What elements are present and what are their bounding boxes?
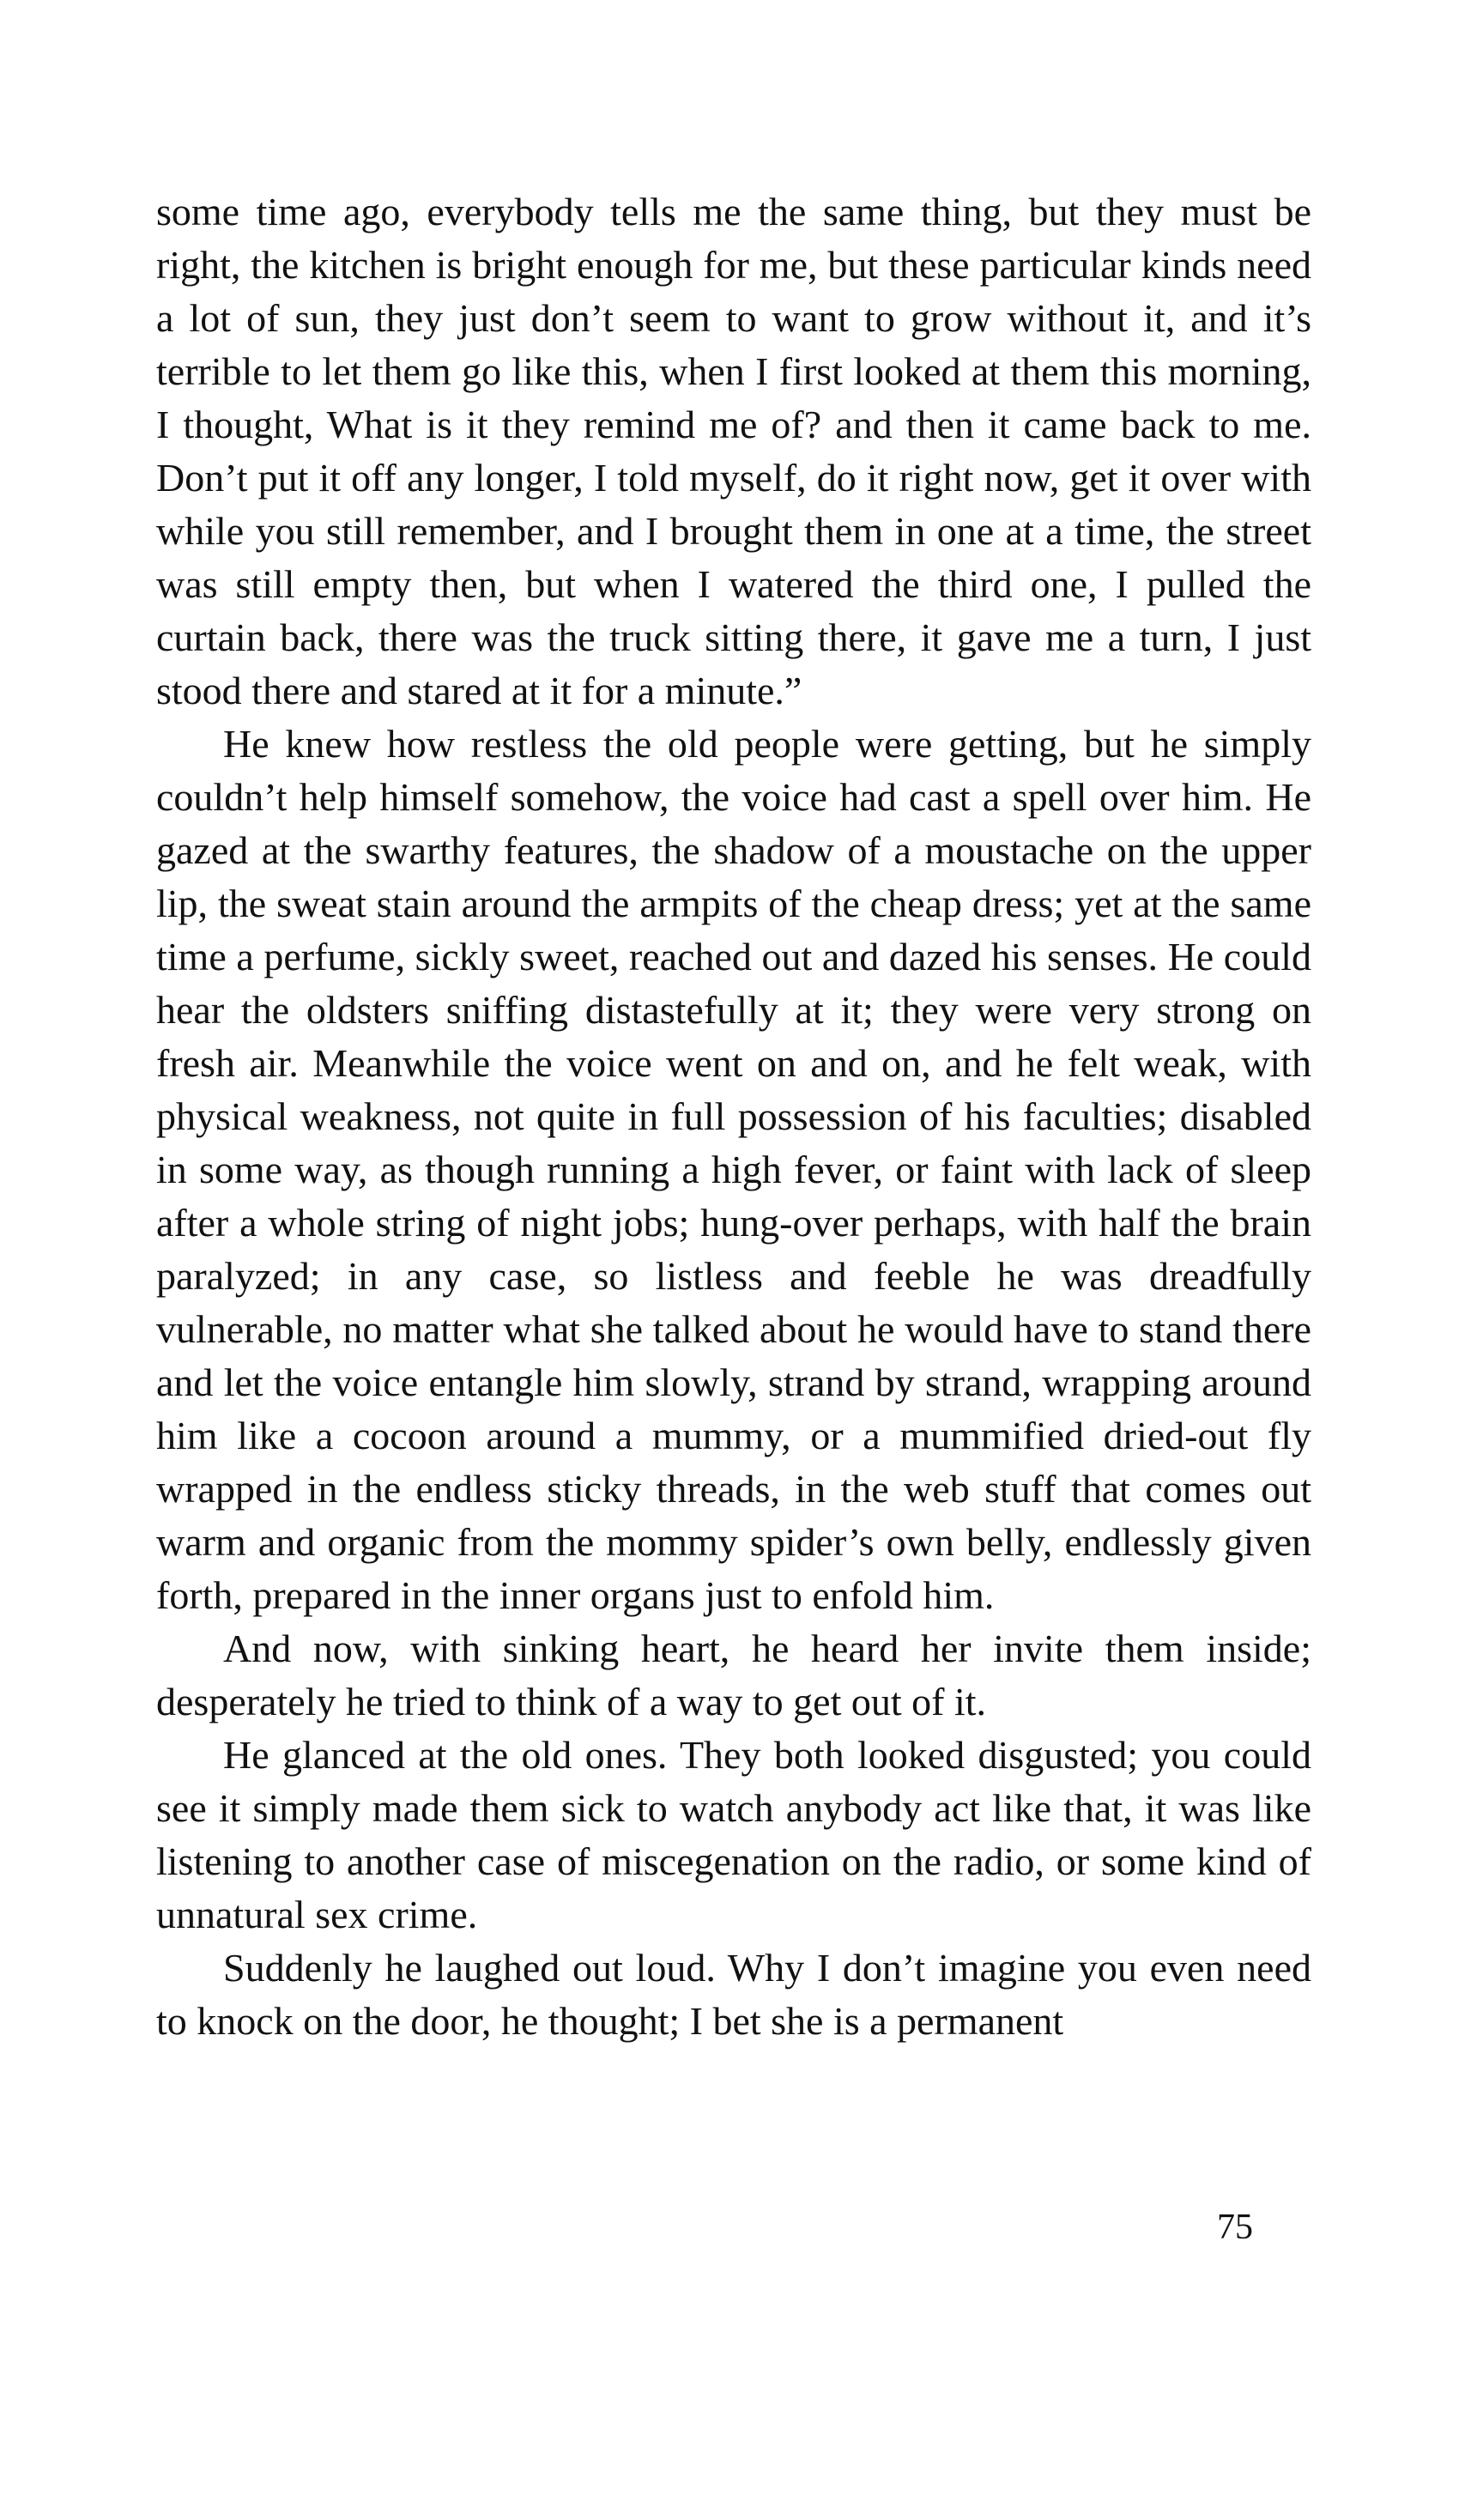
page-number: 75 [1217,2208,1253,2247]
paragraph-5: Suddenly he laughed out loud. Why I don’t imagine you even need to knock on the door, he thought; I bet she is a permanent [156,1946,1311,2043]
paragraph-2: He knew how restless the old people were getting, but he simply couldn’t help himself somehow, the voice had cast a spell over him. He gazed at the swarthy features, the shadow of a moustache on the upper lip, the sweat stain around the armpits of the cheap dress; yet at the same time a perfume, sickly sweet, reached out and dazed his senses. He could hear the oldsters sniffing distastefully at it; they were very strong on fresh air. Meanwhile the voice went on and on, and he felt weak, with physical weakness, not quite in full possession of his faculties; disabled in some way, as though running a high fever, or faint with lack of sleep after a whole string of night jobs; hung-over perhaps, with half the brain paralyzed; in any case, so listless and feeble he was dreadfully vulnerable, no matter what she talked about he would have to stand there and let the voice entangle him slowly, strand by strand, wrapping around him like a cocoon around a mummy, or a mummified dried-out fly wrapped in the endless sticky threads, in the web stuff that comes out warm and organic from the mommy spider’s own belly, endlessly given forth, prepared in the inner organs just to enfold him. [156,722,1311,1617]
paragraph-3: And now, with sinking heart, he heard her invite them inside; desperately he tried to think of a way to get out of it. [156,1626,1311,1723]
paragraph-4: He glanced at the old ones. They both looked disgusted; you could see it simply made them sick to watch anybody act like that, it was like listening to another case of miscegenation on the radio, or some kind of unnatural sex crime. [156,1733,1311,1936]
body-text [156,185,1311,2048]
paragraph-1: some time ago, everybody tells me the same thing, but they must be right, the kitchen is bright enough for me, but these particular kinds need a lot of sun, they just don’t seem to want to grow without it, and it’s terrible to let them go like this, when I first looked at them this morning, I thought, What is it they remind me of? and then it came back to me. Don’t put it off any longer, I told myself, do it right now, get it over with while you still remember, and I brought them in one at a time, the street was still empty then, but when I watered the third one, I pulled the curtain back, there was the truck sitting there, it gave me a turn, I just stood there and stared at it for a minute.” [156,190,1311,712]
